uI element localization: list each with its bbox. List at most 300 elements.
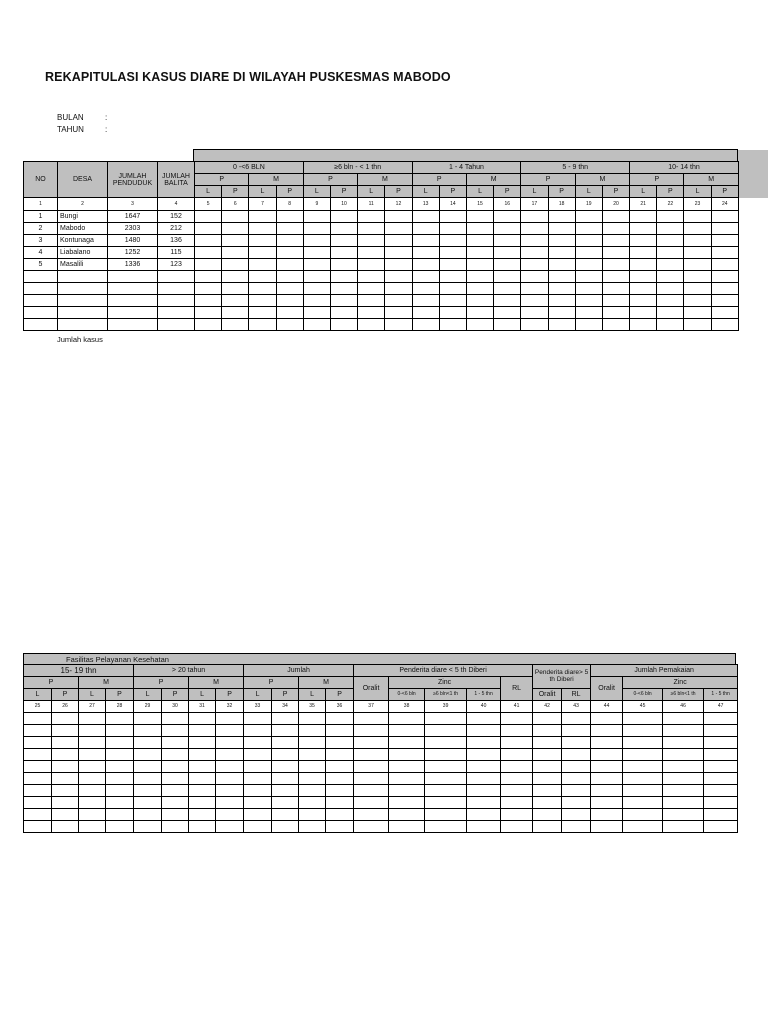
data-cell (330, 283, 357, 295)
cell-no (24, 271, 58, 283)
lp-header: P (548, 186, 575, 198)
data-cell (358, 319, 385, 331)
data-cell (630, 259, 657, 271)
lp-header: P (439, 186, 466, 198)
data-cell (711, 211, 738, 223)
data-cell (52, 773, 79, 785)
table-row (24, 319, 739, 331)
column-number: 15 (466, 198, 493, 211)
data-cell (467, 785, 501, 797)
data-cell (623, 785, 663, 797)
data-cell (439, 271, 466, 283)
column-number: 26 (52, 701, 79, 713)
data-cell (389, 713, 425, 725)
data-cell (521, 283, 548, 295)
lp-header: P (162, 689, 189, 701)
data-cell (330, 247, 357, 259)
cell-desa (58, 307, 108, 319)
data-cell (711, 223, 738, 235)
data-cell (134, 821, 162, 833)
data-cell (244, 785, 272, 797)
data-cell (439, 307, 466, 319)
data-cell (630, 271, 657, 283)
data-cell (52, 809, 79, 821)
data-cell (623, 809, 663, 821)
age-group-header: 1 - 4 Tahun (412, 162, 521, 174)
data-cell (467, 713, 501, 725)
column-number: 18 (548, 198, 575, 211)
data-cell (354, 749, 389, 761)
data-cell (623, 797, 663, 809)
data-cell (521, 223, 548, 235)
cell-no: 3 (24, 235, 58, 247)
data-cell (575, 271, 602, 283)
pm-header: M (466, 174, 520, 186)
data-cell (24, 785, 52, 797)
data-cell (425, 821, 467, 833)
data-cell (630, 283, 657, 295)
data-cell (303, 307, 330, 319)
data-cell (134, 761, 162, 773)
data-cell (249, 307, 276, 319)
cell-desa (58, 319, 108, 331)
table-row (24, 737, 738, 749)
data-cell (358, 271, 385, 283)
data-cell (389, 725, 425, 737)
data-cell (244, 797, 272, 809)
cell-balita (158, 319, 195, 331)
lp-header: L (195, 186, 222, 198)
data-cell (533, 797, 562, 809)
lp-header: P (711, 186, 738, 198)
data-cell (106, 821, 134, 833)
table-row (24, 259, 739, 271)
data-cell (575, 235, 602, 247)
data-cell (52, 725, 79, 737)
data-cell (466, 247, 493, 259)
data-cell (663, 761, 704, 773)
data-cell (162, 761, 189, 773)
data-cell (134, 809, 162, 821)
data-cell (326, 761, 354, 773)
data-cell (272, 809, 299, 821)
data-cell (562, 797, 591, 809)
data-cell (303, 247, 330, 259)
data-cell (358, 247, 385, 259)
data-cell (358, 259, 385, 271)
data-cell (330, 223, 357, 235)
data-cell (79, 785, 106, 797)
data-cell (24, 797, 52, 809)
data-cell (189, 821, 216, 833)
data-cell (249, 295, 276, 307)
data-cell (195, 307, 222, 319)
data-cell (195, 271, 222, 283)
header-balita: JUMLAH BALITA (158, 162, 195, 198)
data-cell (303, 211, 330, 223)
side-grey-tab (738, 150, 768, 198)
data-cell (162, 809, 189, 821)
pm-header: P (412, 174, 466, 186)
data-cell (562, 821, 591, 833)
data-cell (439, 211, 466, 223)
pm-header: M (189, 677, 244, 689)
data-cell (711, 271, 738, 283)
data-cell (24, 713, 52, 725)
cell-balita (158, 283, 195, 295)
lp-header: L (134, 689, 162, 701)
lp-header: P (52, 689, 79, 701)
data-cell (244, 821, 272, 833)
data-cell (533, 773, 562, 785)
penderita-gt5-header: Penderita diare> 5 th Diberi (533, 665, 591, 689)
data-cell (494, 295, 521, 307)
column-number: 11 (358, 198, 385, 211)
data-cell (575, 319, 602, 331)
data-cell (657, 223, 684, 235)
penderita-lt5-header: Penderita diare < 5 th Diberi (354, 665, 533, 677)
data-cell (52, 737, 79, 749)
data-cell (466, 307, 493, 319)
data-cell (630, 235, 657, 247)
lp-header: L (412, 186, 439, 198)
data-cell (425, 749, 467, 761)
cell-balita: 136 (158, 235, 195, 247)
lp-header: L (299, 689, 326, 701)
column-number: 42 (533, 701, 562, 713)
pm-header: M (79, 677, 134, 689)
column-number: 32 (216, 701, 244, 713)
data-cell (195, 223, 222, 235)
data-cell (591, 809, 623, 821)
data-cell (24, 761, 52, 773)
data-cell (326, 773, 354, 785)
data-cell (575, 307, 602, 319)
data-cell (24, 821, 52, 833)
column-number: 2 (58, 198, 108, 211)
data-cell (134, 773, 162, 785)
data-cell (704, 761, 738, 773)
data-cell (222, 307, 249, 319)
data-cell (276, 247, 303, 259)
data-cell (272, 821, 299, 833)
table-row (24, 211, 739, 223)
data-cell (134, 713, 162, 725)
data-cell (591, 725, 623, 737)
cell-penduduk: 2303 (108, 223, 158, 235)
column-number: 1 (24, 198, 58, 211)
zinc-sub-header: 1 - 5 thn (467, 689, 501, 701)
data-cell (533, 749, 562, 761)
data-cell (548, 307, 575, 319)
zinc-header: Zinc (389, 677, 501, 689)
data-cell (385, 235, 412, 247)
data-cell (162, 737, 189, 749)
data-cell (244, 809, 272, 821)
data-cell (354, 737, 389, 749)
data-cell (562, 809, 591, 821)
data-cell (623, 773, 663, 785)
data-cell (521, 295, 548, 307)
data-cell (412, 283, 439, 295)
data-cell (562, 737, 591, 749)
column-number: 13 (412, 198, 439, 211)
data-cell (276, 259, 303, 271)
cell-balita: 152 (158, 211, 195, 223)
data-cell (684, 319, 711, 331)
data-cell (303, 295, 330, 307)
data-cell (195, 235, 222, 247)
zinc-header: Zinc (623, 677, 738, 689)
data-cell (162, 725, 189, 737)
data-cell (79, 713, 106, 725)
data-cell (657, 271, 684, 283)
data-cell (630, 211, 657, 223)
data-cell (412, 259, 439, 271)
data-cell (326, 797, 354, 809)
lp-header: L (684, 186, 711, 198)
data-cell (216, 713, 244, 725)
data-cell (425, 797, 467, 809)
cell-balita: 123 (158, 259, 195, 271)
column-number: 38 (389, 701, 425, 713)
lp-header: P (276, 186, 303, 198)
cell-penduduk: 1336 (108, 259, 158, 271)
data-cell (467, 821, 501, 833)
data-cell (106, 797, 134, 809)
data-cell (412, 223, 439, 235)
lp-header: P (222, 186, 249, 198)
data-cell (466, 223, 493, 235)
column-number: 9 (303, 198, 330, 211)
data-cell (704, 749, 738, 761)
cell-penduduk: 1480 (108, 235, 158, 247)
data-cell (272, 725, 299, 737)
column-number: 29 (134, 701, 162, 713)
data-cell (358, 283, 385, 295)
data-cell (24, 773, 52, 785)
data-cell (548, 283, 575, 295)
data-cell (189, 809, 216, 821)
data-cell (216, 737, 244, 749)
table-row (24, 247, 739, 259)
cell-desa: Liabalano (58, 247, 108, 259)
table-row (24, 797, 738, 809)
jumlah-header: Jumlah (244, 665, 354, 677)
data-cell (412, 319, 439, 331)
jumlah-kasus-note: Jumlah kasus (57, 335, 103, 344)
data-cell (385, 259, 412, 271)
pm-header: M (358, 174, 412, 186)
table-row (24, 271, 739, 283)
data-cell (106, 713, 134, 725)
data-cell (533, 809, 562, 821)
data-cell (330, 211, 357, 223)
data-cell (276, 223, 303, 235)
data-cell (704, 785, 738, 797)
data-cell (663, 737, 704, 749)
data-cell (494, 319, 521, 331)
data-cell (330, 271, 357, 283)
zinc-sub-header: 0-<6 bln (389, 689, 425, 701)
data-cell (134, 785, 162, 797)
data-cell (704, 821, 738, 833)
data-cell (354, 725, 389, 737)
data-cell (575, 223, 602, 235)
data-cell (412, 307, 439, 319)
data-cell (389, 737, 425, 749)
data-cell (24, 749, 52, 761)
data-cell (354, 773, 389, 785)
data-cell (521, 271, 548, 283)
cell-balita (158, 295, 195, 307)
data-cell (494, 259, 521, 271)
data-cell (623, 725, 663, 737)
data-cell (494, 283, 521, 295)
data-cell (466, 259, 493, 271)
data-cell (602, 235, 629, 247)
data-cell (389, 749, 425, 761)
lp-header: L (244, 689, 272, 701)
data-cell (501, 725, 533, 737)
data-cell (358, 235, 385, 247)
data-cell (663, 725, 704, 737)
lp-header: L (575, 186, 602, 198)
lp-header: P (326, 689, 354, 701)
rl-header: RL (501, 677, 533, 701)
data-cell (106, 785, 134, 797)
data-cell (548, 211, 575, 223)
cell-balita (158, 271, 195, 283)
page-title: REKAPITULASI KASUS DIARE DI WILAYAH PUSKESMAS MABODO (45, 70, 451, 84)
data-cell (521, 307, 548, 319)
data-cell (216, 725, 244, 737)
data-cell (389, 809, 425, 821)
lp-header: L (466, 186, 493, 198)
data-cell (623, 821, 663, 833)
column-number: 41 (501, 701, 533, 713)
data-cell (134, 797, 162, 809)
data-cell (385, 211, 412, 223)
data-cell (79, 725, 106, 737)
cell-balita: 115 (158, 247, 195, 259)
data-cell (602, 307, 629, 319)
data-cell (299, 773, 326, 785)
column-number: 25 (24, 701, 52, 713)
data-cell (562, 785, 591, 797)
data-cell (602, 271, 629, 283)
data-cell (52, 713, 79, 725)
lp-header: P (602, 186, 629, 198)
column-number: 45 (623, 701, 663, 713)
data-cell (657, 283, 684, 295)
data-cell (467, 725, 501, 737)
data-cell (244, 773, 272, 785)
data-cell (663, 773, 704, 785)
data-cell (358, 295, 385, 307)
data-cell (189, 749, 216, 761)
data-cell (276, 319, 303, 331)
cell-desa: Mabodo (58, 223, 108, 235)
data-cell (602, 319, 629, 331)
data-cell (533, 725, 562, 737)
data-cell (521, 211, 548, 223)
data-cell (106, 737, 134, 749)
column-number: 12 (385, 198, 412, 211)
data-cell (711, 247, 738, 259)
data-cell (548, 271, 575, 283)
data-cell (358, 223, 385, 235)
pm-header: M (575, 174, 629, 186)
data-cell (162, 797, 189, 809)
data-cell (501, 797, 533, 809)
data-cell (222, 295, 249, 307)
meta-bulan-colon: : (105, 113, 108, 122)
data-cell (195, 211, 222, 223)
data-cell (657, 235, 684, 247)
data-cell (684, 295, 711, 307)
data-cell (52, 761, 79, 773)
pm-header: M (684, 174, 738, 186)
data-cell (326, 785, 354, 797)
data-cell (562, 761, 591, 773)
data-cell (389, 773, 425, 785)
cell-penduduk (108, 319, 158, 331)
data-cell (326, 713, 354, 725)
data-cell (272, 749, 299, 761)
cell-desa: Kontunaga (58, 235, 108, 247)
table-row (24, 725, 738, 737)
data-cell (439, 259, 466, 271)
table-row (24, 761, 738, 773)
age-group-header: ≥6 bln - < 1 thn (303, 162, 412, 174)
column-number: 16 (494, 198, 521, 211)
data-cell (704, 809, 738, 821)
data-cell (684, 283, 711, 295)
age-group-header: 10- 14 thn (630, 162, 739, 174)
data-cell (389, 821, 425, 833)
data-cell (663, 713, 704, 725)
data-cell (79, 773, 106, 785)
lp-header: L (630, 186, 657, 198)
column-number: 40 (467, 701, 501, 713)
column-number: 30 (162, 701, 189, 713)
cell-no (24, 283, 58, 295)
data-cell (222, 271, 249, 283)
data-cell (575, 259, 602, 271)
data-cell (189, 773, 216, 785)
data-cell (358, 307, 385, 319)
data-cell (684, 271, 711, 283)
data-cell (466, 283, 493, 295)
data-cell (704, 725, 738, 737)
data-cell (684, 235, 711, 247)
data-cell (79, 737, 106, 749)
meta-tahun-label: TAHUN (57, 125, 84, 134)
data-cell (272, 797, 299, 809)
column-number: 7 (249, 198, 276, 211)
column-number: 6 (222, 198, 249, 211)
data-cell (630, 295, 657, 307)
data-cell (162, 773, 189, 785)
data-cell (591, 761, 623, 773)
data-cell (189, 713, 216, 725)
data-cell (244, 749, 272, 761)
data-cell (467, 737, 501, 749)
pm-header: P (195, 174, 249, 186)
data-cell (354, 797, 389, 809)
meta-tahun (57, 125, 108, 134)
